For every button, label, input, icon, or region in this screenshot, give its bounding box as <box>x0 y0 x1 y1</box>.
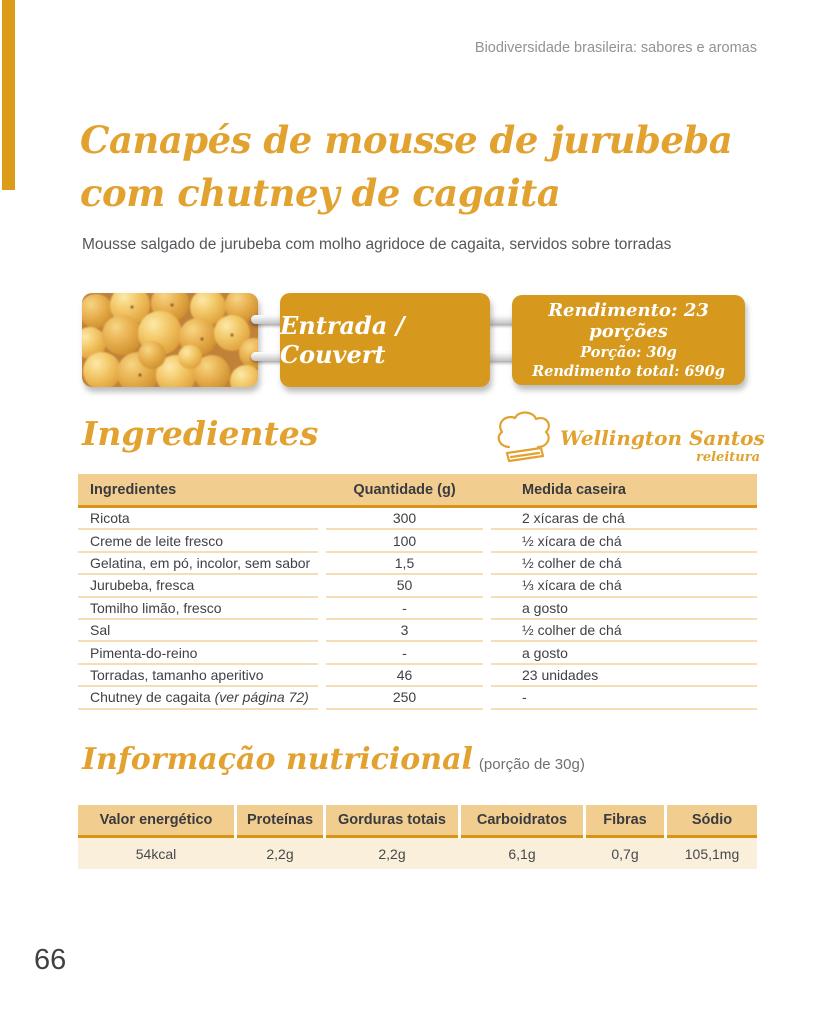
chef-name: Wellington Santos <box>560 426 765 450</box>
ingredient-row <box>78 530 757 552</box>
nutrition-column-header: Fibras <box>586 805 664 838</box>
yield-portions: Rendimento: 23 porções <box>548 300 709 342</box>
ingredient-quantity: 250 <box>326 687 483 709</box>
left-accent-bar <box>2 0 15 190</box>
ingredient-row <box>78 665 757 687</box>
yield-total: Rendimento total: 690g <box>532 363 725 380</box>
nutrition-heading <box>82 742 585 777</box>
ingredient-row <box>78 687 757 709</box>
nutrition-column-header: Gorduras totais <box>326 805 458 838</box>
nutrition-value: 0,7g <box>611 845 639 862</box>
nutrition-value: 2,2g <box>266 845 294 862</box>
book-header: Biodiversidade brasileira: sabores e aromas <box>474 40 757 56</box>
ingredient-measure: ½ colher de chá <box>491 553 757 575</box>
ingredients-table <box>78 474 757 710</box>
ingredient-measure: 23 unidades <box>491 665 757 687</box>
ingredient-quantity: 1,5 <box>326 553 483 575</box>
nutrition-value: 54kcal <box>135 845 177 862</box>
ingredient-measure: ½ colher de chá <box>491 620 757 642</box>
page-number: 66 <box>34 944 67 976</box>
nutrition-column-header: Sódio <box>667 805 757 838</box>
ingredient-row <box>78 620 757 642</box>
ingredient-measure: ⅓ xícara de chá <box>491 575 757 597</box>
ingredient-row <box>78 598 757 620</box>
nutrition-table <box>78 805 757 869</box>
category-badge <box>280 293 490 387</box>
ingredient-quantity: 100 <box>326 530 483 552</box>
ingredient-quantity: 300 <box>326 508 483 530</box>
ingredient-quantity: - <box>326 598 483 620</box>
ingredients-heading: Ingredientes <box>82 414 319 453</box>
nutrition-column-header: Proteínas <box>237 805 323 838</box>
nutrition-table-values <box>78 838 757 869</box>
category-label: Entrada / Couvert <box>280 311 405 369</box>
ingredient-name: Sal <box>78 620 318 642</box>
jurubeba-fruits-image <box>82 293 258 387</box>
ingredient-measure: ½ xícara de chá <box>491 530 757 552</box>
nutrition-column-header: Valor energético <box>78 805 234 838</box>
ingredient-measure: a gosto <box>491 642 757 664</box>
ingredients-table-header <box>78 474 757 508</box>
ingredient-quantity: - <box>326 642 483 664</box>
column-header-ingredient: Ingredientes <box>90 481 177 498</box>
ingredient-row <box>78 508 757 530</box>
ingredient-name: Ricota <box>78 508 318 530</box>
ingredient-measure: - <box>491 687 757 709</box>
ingredient-row <box>78 642 757 664</box>
ingredient-row <box>78 575 757 597</box>
ingredient-name: Pimenta-do-reino <box>78 642 318 664</box>
ingredient-quantity: 3 <box>326 620 483 642</box>
ingredient-measure: 2 xícaras de chá <box>491 508 757 530</box>
nutrition-table-header <box>78 805 757 838</box>
nutrition-value: 2,2g <box>378 845 406 862</box>
ingredient-quantity: 50 <box>326 575 483 597</box>
ingredient-name: Torradas, tamanho aperitivo <box>78 665 318 687</box>
ingredient-name: Chutney de cagaita (ver página 72) <box>78 687 318 709</box>
ingredient-name: Creme de leite fresco <box>78 530 318 552</box>
ingredient-name: Tomilho limão, fresco <box>78 598 318 620</box>
ingredient-measure: a gosto <box>491 598 757 620</box>
nutrition-portion-note: (porção de 30g) <box>478 756 585 773</box>
chef-hat-icon <box>492 410 554 468</box>
recipe-title: Canapés de mousse de jurubeba com chutney de cagaita <box>80 118 733 215</box>
nutrition-value: 6,1g <box>508 845 536 862</box>
ingredient-name: Gelatina, em pó, incolor, sem sabor <box>78 553 318 575</box>
nutrition-heading-label: Informação nutricional <box>82 742 473 777</box>
yield-badge <box>512 295 745 385</box>
recipe-description: Mousse salgado de jurubeba com molho agridoce de cagaita, servidos sobre torradas <box>82 236 672 253</box>
recipe-photo <box>82 293 258 387</box>
ingredient-quantity: 46 <box>326 665 483 687</box>
chef-role: releitura <box>696 450 760 465</box>
chef-credit <box>492 410 765 468</box>
yield-portion-size: Porção: 30g <box>580 344 677 361</box>
ingredient-row <box>78 553 757 575</box>
ingredients-table-body <box>78 508 757 710</box>
column-header-quantity: Quantidade (g) <box>353 481 456 498</box>
nutrition-value: 105,1mg <box>684 845 740 862</box>
column-header-measure: Medida caseira <box>522 481 626 498</box>
ingredient-name: Jurubeba, fresca <box>78 575 318 597</box>
nutrition-column-header: Carboidratos <box>461 805 583 838</box>
